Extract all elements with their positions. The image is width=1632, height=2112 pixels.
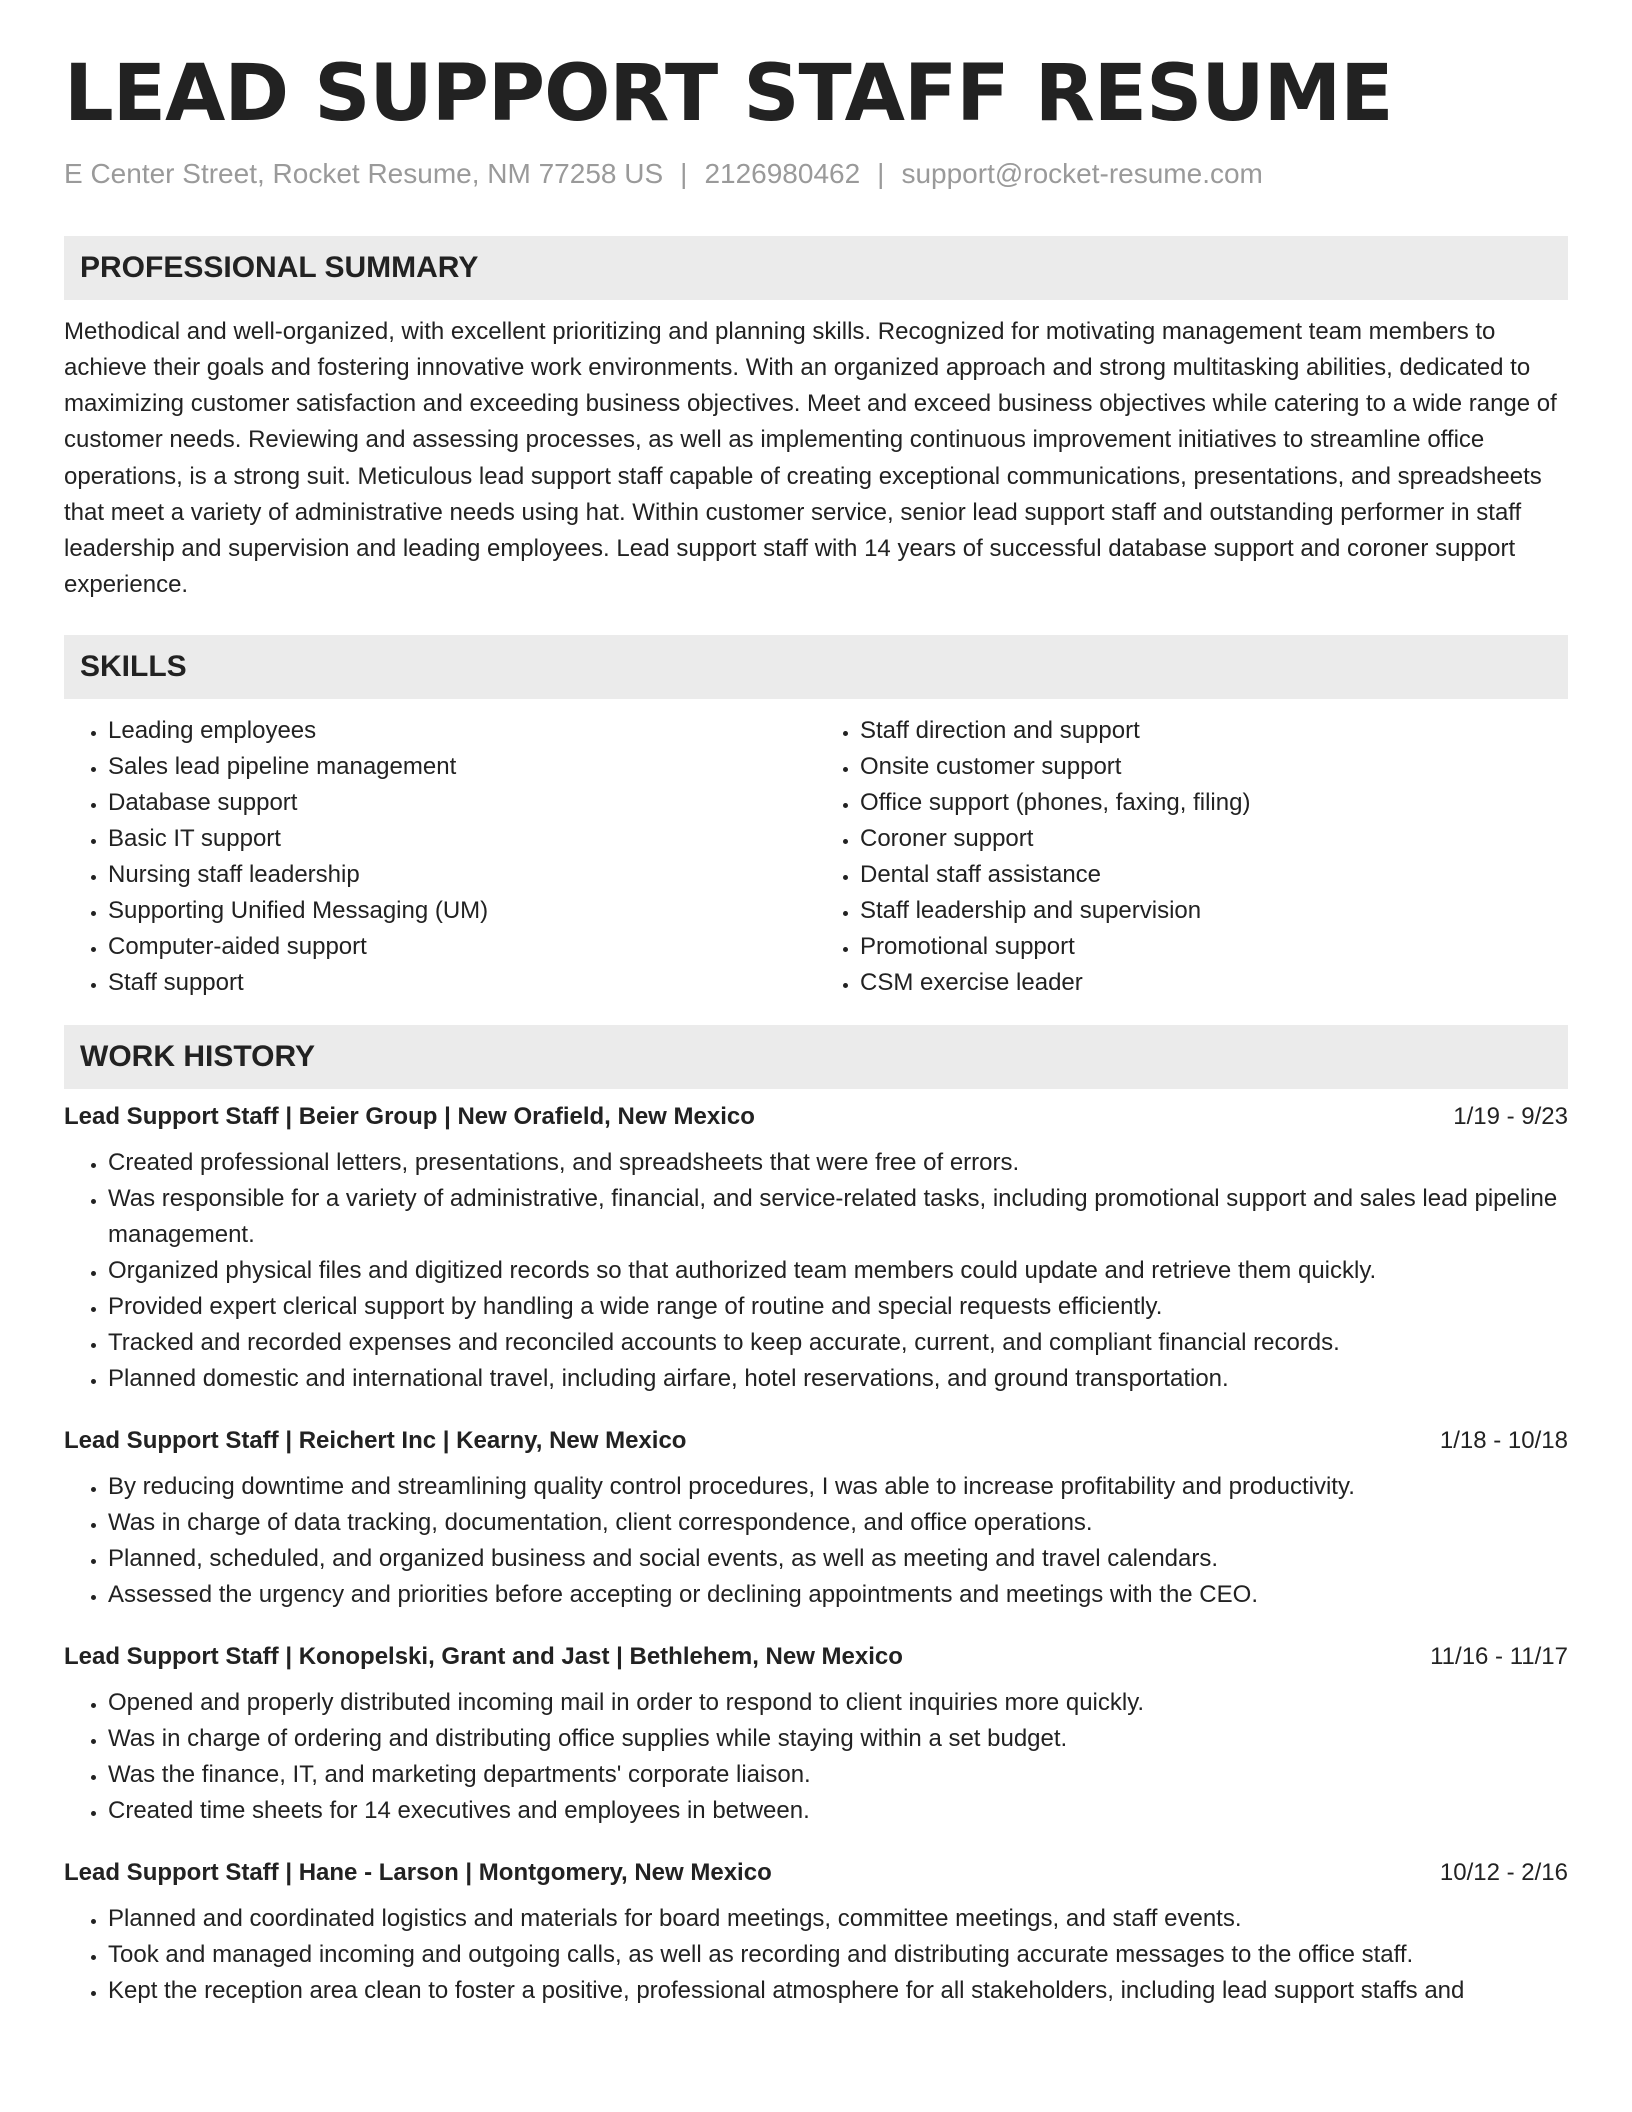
summary-text: Methodical and well-organized, with excellent prioritizing and planning skills. Recognized for motivating management team members to achieve their goals and fostering innovative work environments. With an organized approach and strong multitasking abilities, dedicated to maximizing customer satisfaction and exceeding business objectives. Meet and exceed business objectives while catering to a wide range of customer needs. Reviewing and assessing processes, as well as implementing continuous improvement initiatives to streamline office operations, is a strong suit. Meticulous lead support staff capable of creating exceptional communications, presentations, and spreadsheets that meet a variety of administrative needs using hat. Within customer service, senior lead support staff and outstanding performer in staff leadership and supervision and leading employees. Lead support staff with 14 years of successful database support and coroner support experience. <box>64 317 1557 599</box>
job-bullet: • By reducing downtime and streamlining quality control procedures, I was able to increase profitability and productivity. <box>108 1469 1568 1505</box>
job-title: Lead Support Staff | Beier Group | New Orafield, New Mexico <box>64 1103 755 1131</box>
job-title: Lead Support Staff | Konopelski, Grant and Jast | Bethlehem, New Mexico <box>64 1643 903 1671</box>
skills-column-right <box>816 713 1568 1001</box>
job-bullets <box>64 1685 1568 1829</box>
job-bullet: • Created time sheets for 14 executives and employees in between. <box>108 1793 1568 1829</box>
job-bullet: • Organized physical files and digitized records so that authorized team members could update and retrieve them quickly. <box>108 1253 1568 1289</box>
job-dates: 1/19 - 9/23 <box>1453 1103 1568 1131</box>
skill-item: • Onsite customer support <box>860 749 1568 785</box>
contact-line <box>64 158 1568 190</box>
job-entry <box>64 1643 1568 1829</box>
job-bullet: • Planned and coordinated logistics and materials for board meetings, committee meetings, and staff events. <box>108 1901 1568 1937</box>
skill-item: • Promotional support <box>860 929 1568 965</box>
job-title: Lead Support Staff | Hane - Larson | Montgomery, New Mexico <box>64 1859 772 1887</box>
job-entry <box>64 1103 1568 1397</box>
job-bullet: • Kept the reception area clean to foster a positive, professional atmosphere for all stakeholders, including lead support staffs and <box>108 1973 1568 2009</box>
contact-separator: | <box>680 157 688 189</box>
skills-column-left <box>64 713 816 1001</box>
job-dates: 11/16 - 11/17 <box>1430 1643 1568 1671</box>
section-header-skills: SKILLS <box>64 635 1568 699</box>
skill-item: • Database support <box>108 785 816 821</box>
section-header-summary: PROFESSIONAL SUMMARY <box>64 236 1568 300</box>
skill-item: • Dental staff assistance <box>860 857 1568 893</box>
skill-item: • Supporting Unified Messaging (UM) <box>108 893 816 929</box>
section-header-work-history: WORK HISTORY <box>64 1025 1568 1089</box>
skill-item: • Coroner support <box>860 821 1568 857</box>
job-bullet: • Opened and properly distributed incoming mail in order to respond to client inquiries more quickly. <box>108 1685 1568 1721</box>
job-bullets <box>64 1145 1568 1397</box>
job-bullet: • Created professional letters, presentations, and spreadsheets that were free of errors. <box>108 1145 1568 1181</box>
job-bullet: • Provided expert clerical support by handling a wide range of routine and special requests efficiently. <box>108 1289 1568 1325</box>
skill-item: • Sales lead pipeline management <box>108 749 816 785</box>
skill-item: • Nursing staff leadership <box>108 857 816 893</box>
contact-email: support@rocket-resume.com <box>901 157 1263 189</box>
job-bullet: • Was in charge of data tracking, documentation, client correspondence, and office operations. <box>108 1505 1568 1541</box>
contact-phone: 2126980462 <box>704 157 861 189</box>
job-dates: 1/18 - 10/18 <box>1439 1427 1568 1455</box>
job-header <box>64 1427 1568 1455</box>
job-bullet: • Was responsible for a variety of administrative, financial, and service-related tasks, including promotional support and sales lead pipeline management. <box>108 1181 1568 1253</box>
skill-item: • Basic IT support <box>108 821 816 857</box>
job-bullet: • Took and managed incoming and outgoing calls, as well as recording and distributing accurate messages to the office staff. <box>108 1937 1568 1973</box>
contact-address: E Center Street, Rocket Resume, NM 77258 US <box>64 157 664 189</box>
job-bullet: • Tracked and recorded expenses and reconciled accounts to keep accurate, current, and compliant financial records. <box>108 1325 1568 1361</box>
job-bullet: • Assessed the urgency and priorities before accepting or declining appointments and meetings with the CEO. <box>108 1577 1568 1613</box>
skills-list <box>64 713 1568 1001</box>
job-header <box>64 1643 1568 1671</box>
job-entry <box>64 1859 1568 2009</box>
job-entry <box>64 1427 1568 1613</box>
job-bullet: • Was the finance, IT, and marketing departments' corporate liaison. <box>108 1757 1568 1793</box>
job-header <box>64 1103 1568 1131</box>
job-bullets <box>64 1901 1568 2009</box>
job-title: Lead Support Staff | Reichert Inc | Kearny, New Mexico <box>64 1427 687 1455</box>
job-bullet: • Was in charge of ordering and distributing office supplies while staying within a set budget. <box>108 1721 1568 1757</box>
skill-item: • Computer-aided support <box>108 929 816 965</box>
skill-item: • Leading employees <box>108 713 816 749</box>
job-bullet: • Planned domestic and international travel, including airfare, hotel reservations, and ground transportation. <box>108 1361 1568 1397</box>
contact-separator: | <box>877 157 885 189</box>
job-bullet: • Planned, scheduled, and organized business and social events, as well as meeting and travel calendars. <box>108 1541 1568 1577</box>
skill-item: • Office support (phones, faxing, filing) <box>860 785 1568 821</box>
job-dates: 10/12 - 2/16 <box>1439 1859 1568 1887</box>
skill-item: • Staff direction and support <box>860 713 1568 749</box>
skill-item: • CSM exercise leader <box>860 965 1568 1001</box>
job-header <box>64 1859 1568 1887</box>
skill-item: • Staff support <box>108 965 816 1001</box>
skill-item: • Staff leadership and supervision <box>860 893 1568 929</box>
resume-title: LEAD SUPPORT STAFF RESUME <box>64 49 1393 139</box>
job-bullets <box>64 1469 1568 1613</box>
